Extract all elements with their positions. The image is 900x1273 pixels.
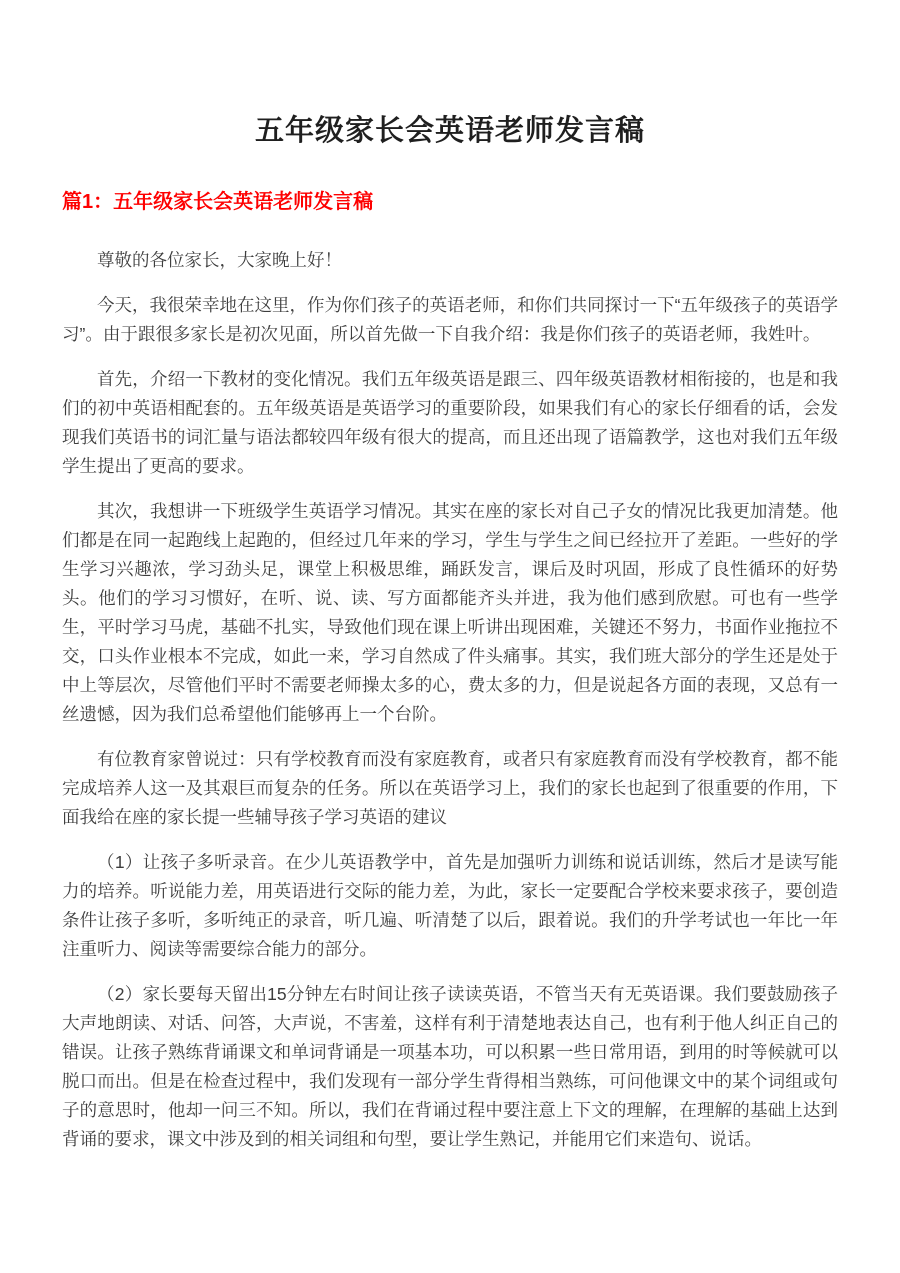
paragraph-suggestion-1: （1）让孩子多听录音。在少儿英语教学中，首先是加强听力训练和说话训练，然后才是读写能力的培养。听说能力差，用英语进行交际的能力差，为此，家长一定要配合学校来要求孩子，要创造条件让孩子多听，多听纯正的录音，听几遍、听清楚了以后，跟着说。我们的升学考试也一年比一年注重听力、阅读等需要综合能力的部分。 <box>62 852 838 959</box>
paragraph-textbook-changes: 首先，介绍一下教材的变化情况。我们五年级英语是跟三、四年级英语教材相衔接的，也是和我们的初中英语相配套的。五年级英语是英语学习的重要阶段，如果我们有心的家长仔细看的话，会发现我们英语书的词汇量与语法都较四年级有很大的提高，而且还出现了语篇教学，这也对我们五年级学生提出了更高的要求。 <box>62 369 838 476</box>
document-title: 五年级家长会英语老师发言稿 <box>254 115 645 147</box>
document-body <box>62 246 838 1154</box>
paragraph-class-situation: 其次，我想讲一下班级学生英语学习情况。其实在座的家长对自己子女的情况比我更加清楚。他们都是在同一起跑线上起跑的，但经过几年来的学习，学生与学生之间已经拉开了差距。一些好的学生学习兴趣浓，学习劲头足，课堂上积极思维，踊跃发言，课后及时巩固，形成了良性循环的好势头。他们的学习习惯好，在听、说、读、写方面都能齐头并进，我为他们感到欣慰。可也有一些学生，平时学习马虎，基础不扎实，导致他们现在课上听讲出现困难，关键还不努力，书面作业拖拉不交，口头作业根本不完成，如此一来，学习自然成了件头痛事。其实，我们班大部分的学生还是处于中上等层次，尽管他们平时不需要老师操太多的心，费太多的力，但是说起各方面的表现，又总有一丝遗憾，因为我们总希望他们能够再上一个台阶。 <box>62 501 838 724</box>
paragraph-intro: 今天，我很荣幸地在这里，作为你们孩子的英语老师，和你们共同探讨一下“五年级孩子的英语学习”。由于跟很多家长是初次见面，所以首先做一下自我介绍：我是你们孩子的英语老师，我姓叶。 <box>62 295 838 344</box>
paragraph-educator-quote: 有位教育家曾说过：只有学校教育而没有家庭教育，或者只有家庭教育而没有学校教育，都不能完成培养人这一及其艰巨而复杂的任务。所以在英语学习上，我们的家长也起到了很重要的作用，下面我给在座的家长提一些辅导孩子学习英语的建议 <box>62 749 838 827</box>
paragraph-suggestion-2: （2）家长要每天留出15分钟左右时间让孩子读读英语，不管当天有无英语课。我们要鼓励孩子大声地朗读、对话、问答，大声说，不害羞，这样有利于清楚地表达自己，也有利于他人纠正自己的错误。让孩子熟练背诵课文和单词背诵是一项基本功，可以积累一些日常用语，到用的时等候就可以脱口而出。但是在检查过程中，我们发现有一部分学生背得相当熟练，可问他课文中的某个词组或句子的意思时，他却一问三不知。所以，我们在背诵过程中要注意上下文的理解，在理解的基础上达到背诵的要求，课文中涉及到的相关词组和句型，要让学生熟记，并能用它们来造句、说话。 <box>62 984 838 1149</box>
section-heading: 篇1：五年级家长会英语老师发言稿 <box>62 191 374 213</box>
paragraph-greeting: 尊敬的各位家长，大家晚上好！ <box>97 250 342 270</box>
